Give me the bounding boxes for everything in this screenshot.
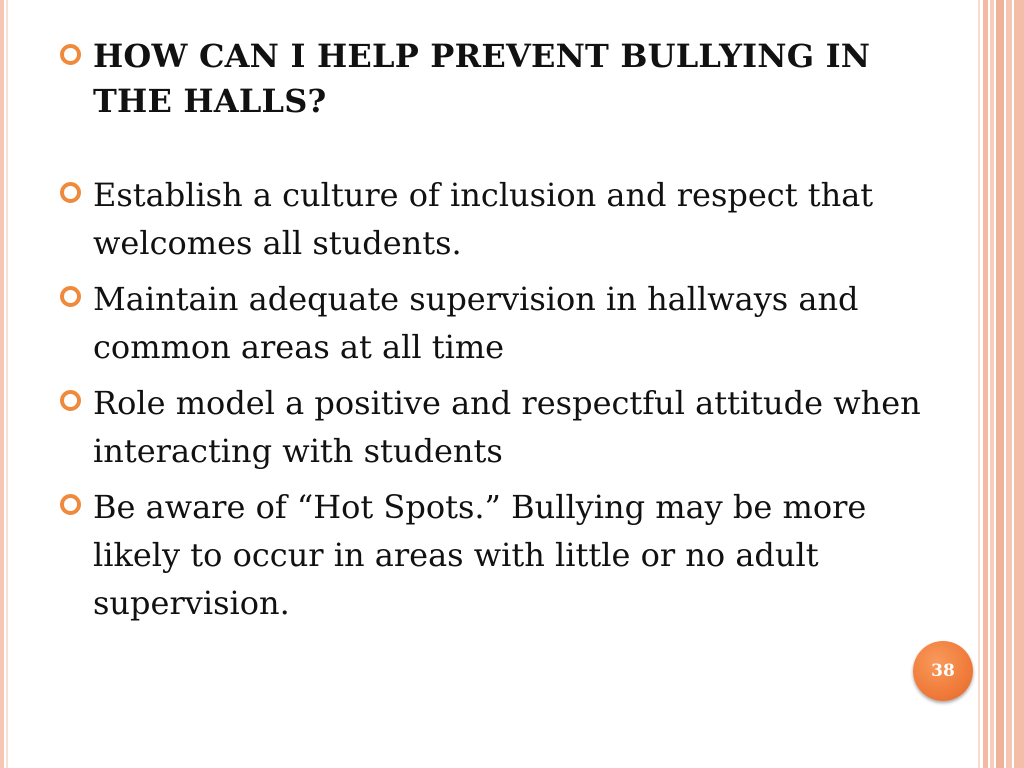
bullet-list xyxy=(60,171,960,627)
right-edge-stripe-6 xyxy=(1014,0,1024,768)
right-edge-stripe-2 xyxy=(983,0,988,768)
bullet-circle-icon xyxy=(60,390,81,411)
page-number-badge xyxy=(913,641,973,701)
bullet-item xyxy=(60,483,960,627)
bullet-item xyxy=(60,275,960,371)
bullet-text: Establish a culture of inclusion and respect that welcomes all students. xyxy=(93,176,874,262)
slide-heading: HOW CAN I HELP PREVENT BULLYING IN THE HALLS? xyxy=(93,37,871,120)
left-edge-stripe xyxy=(0,0,4,768)
bullet-circle-icon xyxy=(60,494,81,515)
bullet-item xyxy=(60,171,960,267)
right-edge-stripe-5 xyxy=(1006,0,1012,768)
bullet-circle-icon xyxy=(60,286,81,307)
bullet-text: Maintain adequate supervision in hallways and common areas at all time xyxy=(93,280,859,366)
bullet-item xyxy=(60,379,960,475)
slide-content xyxy=(60,34,960,635)
right-edge-stripe-3 xyxy=(990,0,994,768)
slide-heading-item xyxy=(60,34,960,124)
bullet-circle-icon xyxy=(60,182,81,203)
bullet-text: Be aware of “Hot Spots.” Bullying may be more likely to occur in areas with little or no adult supervision. xyxy=(93,488,867,622)
bullet-circle-icon xyxy=(60,44,81,65)
left-edge-stripe-inner xyxy=(6,0,8,768)
page-number: 38 xyxy=(931,661,955,681)
right-edge-stripe-4 xyxy=(996,0,1004,768)
bullet-text: Role model a positive and respectful attitude when interacting with students xyxy=(93,384,921,470)
right-edge-stripe-1 xyxy=(978,0,980,768)
